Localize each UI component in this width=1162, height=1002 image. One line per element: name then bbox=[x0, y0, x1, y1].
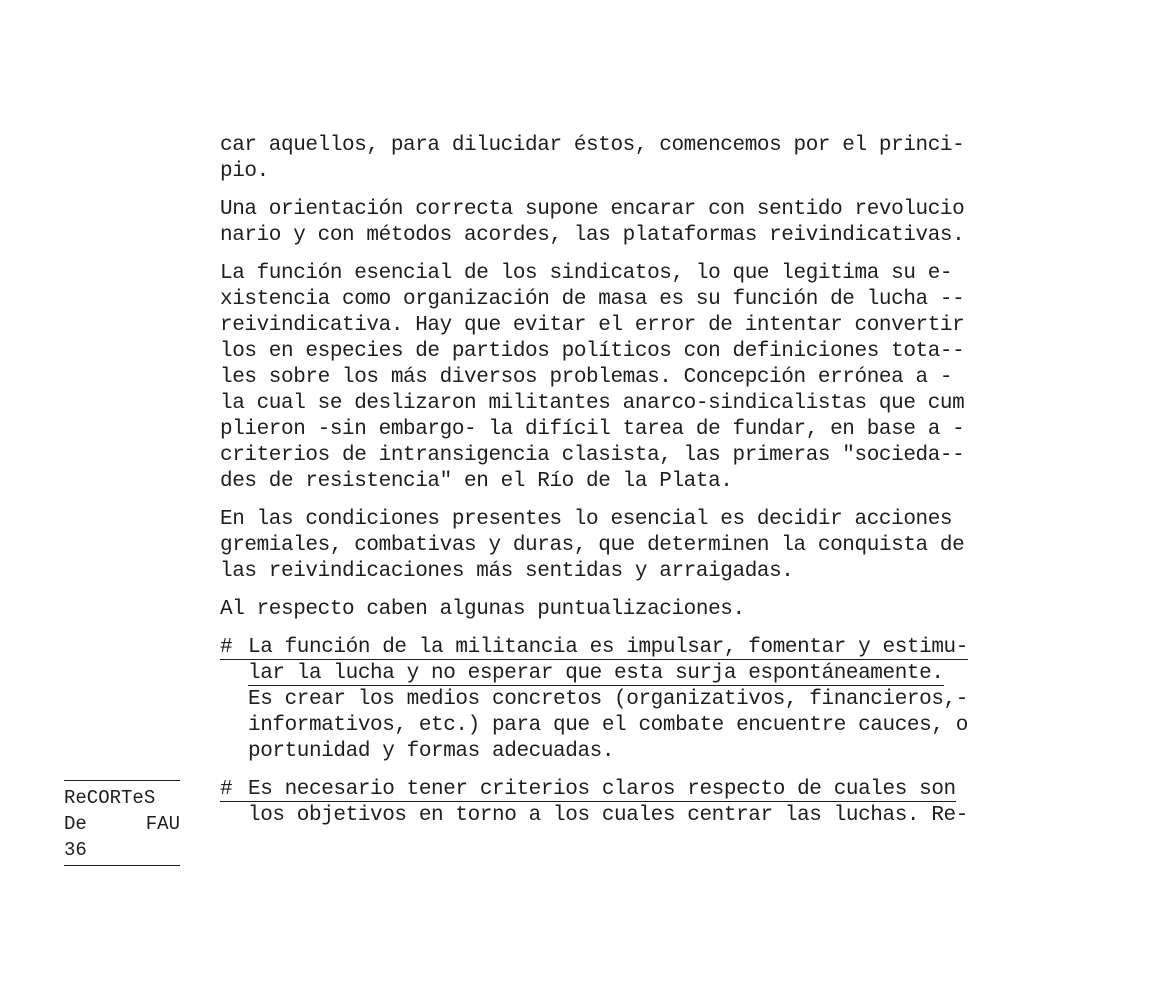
p3-line-7: plieron -sin embargo- la difícil tarea de fundar, en base a - bbox=[220, 418, 965, 441]
p4-line-1: En las condiciones presentes lo esencial es decidir acciones bbox=[220, 508, 953, 531]
p3-line-9: des de resistencia" en el Río de la Plata. bbox=[220, 470, 733, 493]
bullet-mark: # bbox=[220, 636, 233, 659]
p3-line-2: xistencia como organización de masa es su función de lucha -- bbox=[220, 288, 965, 311]
bullet-1-line-3: Es crear los medios concretos (organizativos, financieros,- bbox=[248, 688, 968, 711]
label-line-2 bbox=[64, 811, 180, 837]
p3-line-4: los en especies de partidos políticos con definiciones tota-- bbox=[220, 340, 965, 363]
bullet-mark: # bbox=[220, 778, 233, 801]
body-text bbox=[220, 133, 1100, 829]
bullet-2-line-2: los objetivos en torno a los cuales centrar las luchas. Re- bbox=[248, 804, 968, 827]
label-fau: FAU bbox=[145, 813, 180, 835]
label-de: De bbox=[64, 813, 87, 835]
label-line-1: ReCORTeS bbox=[64, 787, 156, 809]
bullet-1-line-4: informativos, etc.) para que el combate encuentre cauces, o bbox=[248, 714, 968, 737]
bullet-2-text: Es necesario tener criterios claros respecto de cuales son bbox=[220, 778, 956, 802]
p3-line-6: la cual se deslizaron militantes anarco-sindicalistas que cum bbox=[220, 392, 965, 415]
label-rule-top bbox=[64, 780, 180, 781]
label-rule-bottom bbox=[64, 865, 180, 866]
p3-line-3: reivindicativa. Hay que evitar el error de intentar convertir bbox=[220, 314, 965, 337]
p4-line-3: las reivindicaciones más sentidas y arraigadas. bbox=[220, 560, 794, 583]
p1-line-2: pio. bbox=[220, 160, 269, 183]
p3-line-8: criterios de intransigencia clasista, las primeras "socieda-- bbox=[220, 444, 965, 467]
bullet-1-line-5: portunidad y formas adecuadas. bbox=[248, 740, 615, 763]
p2-line-1: Una orientación correcta supone encarar con sentido revolucio bbox=[220, 198, 965, 221]
p4-line-2: gremiales, combativas y duras, que determinen la conquista de bbox=[220, 534, 965, 557]
p3-line-1: La función esencial de los sindicatos, lo que legitima su e- bbox=[220, 262, 953, 285]
p2-line-2: nario y con métodos acordes, las plataformas reivindicativas. bbox=[220, 224, 965, 247]
page-number: 36 bbox=[64, 839, 87, 861]
publication-label bbox=[64, 780, 180, 866]
p3-line-5: les sobre los más diversos problemas. Concepción errónea a - bbox=[220, 366, 953, 389]
p5-line-1: Al respecto caben algunas puntualizaciones. bbox=[220, 598, 745, 621]
bullet-1-line-1 bbox=[220, 635, 1100, 661]
bullet-1-line-2: lar la lucha y no esperar que esta surja espontáneamente. bbox=[248, 662, 944, 685]
bullet-2-line-1 bbox=[220, 777, 1100, 803]
p1-line-1: car aquellos, para dilucidar éstos, comencemos por el princi- bbox=[220, 134, 965, 157]
bullet-1-text: La función de la militancia es impulsar, fomentar y estimu- bbox=[220, 636, 968, 660]
